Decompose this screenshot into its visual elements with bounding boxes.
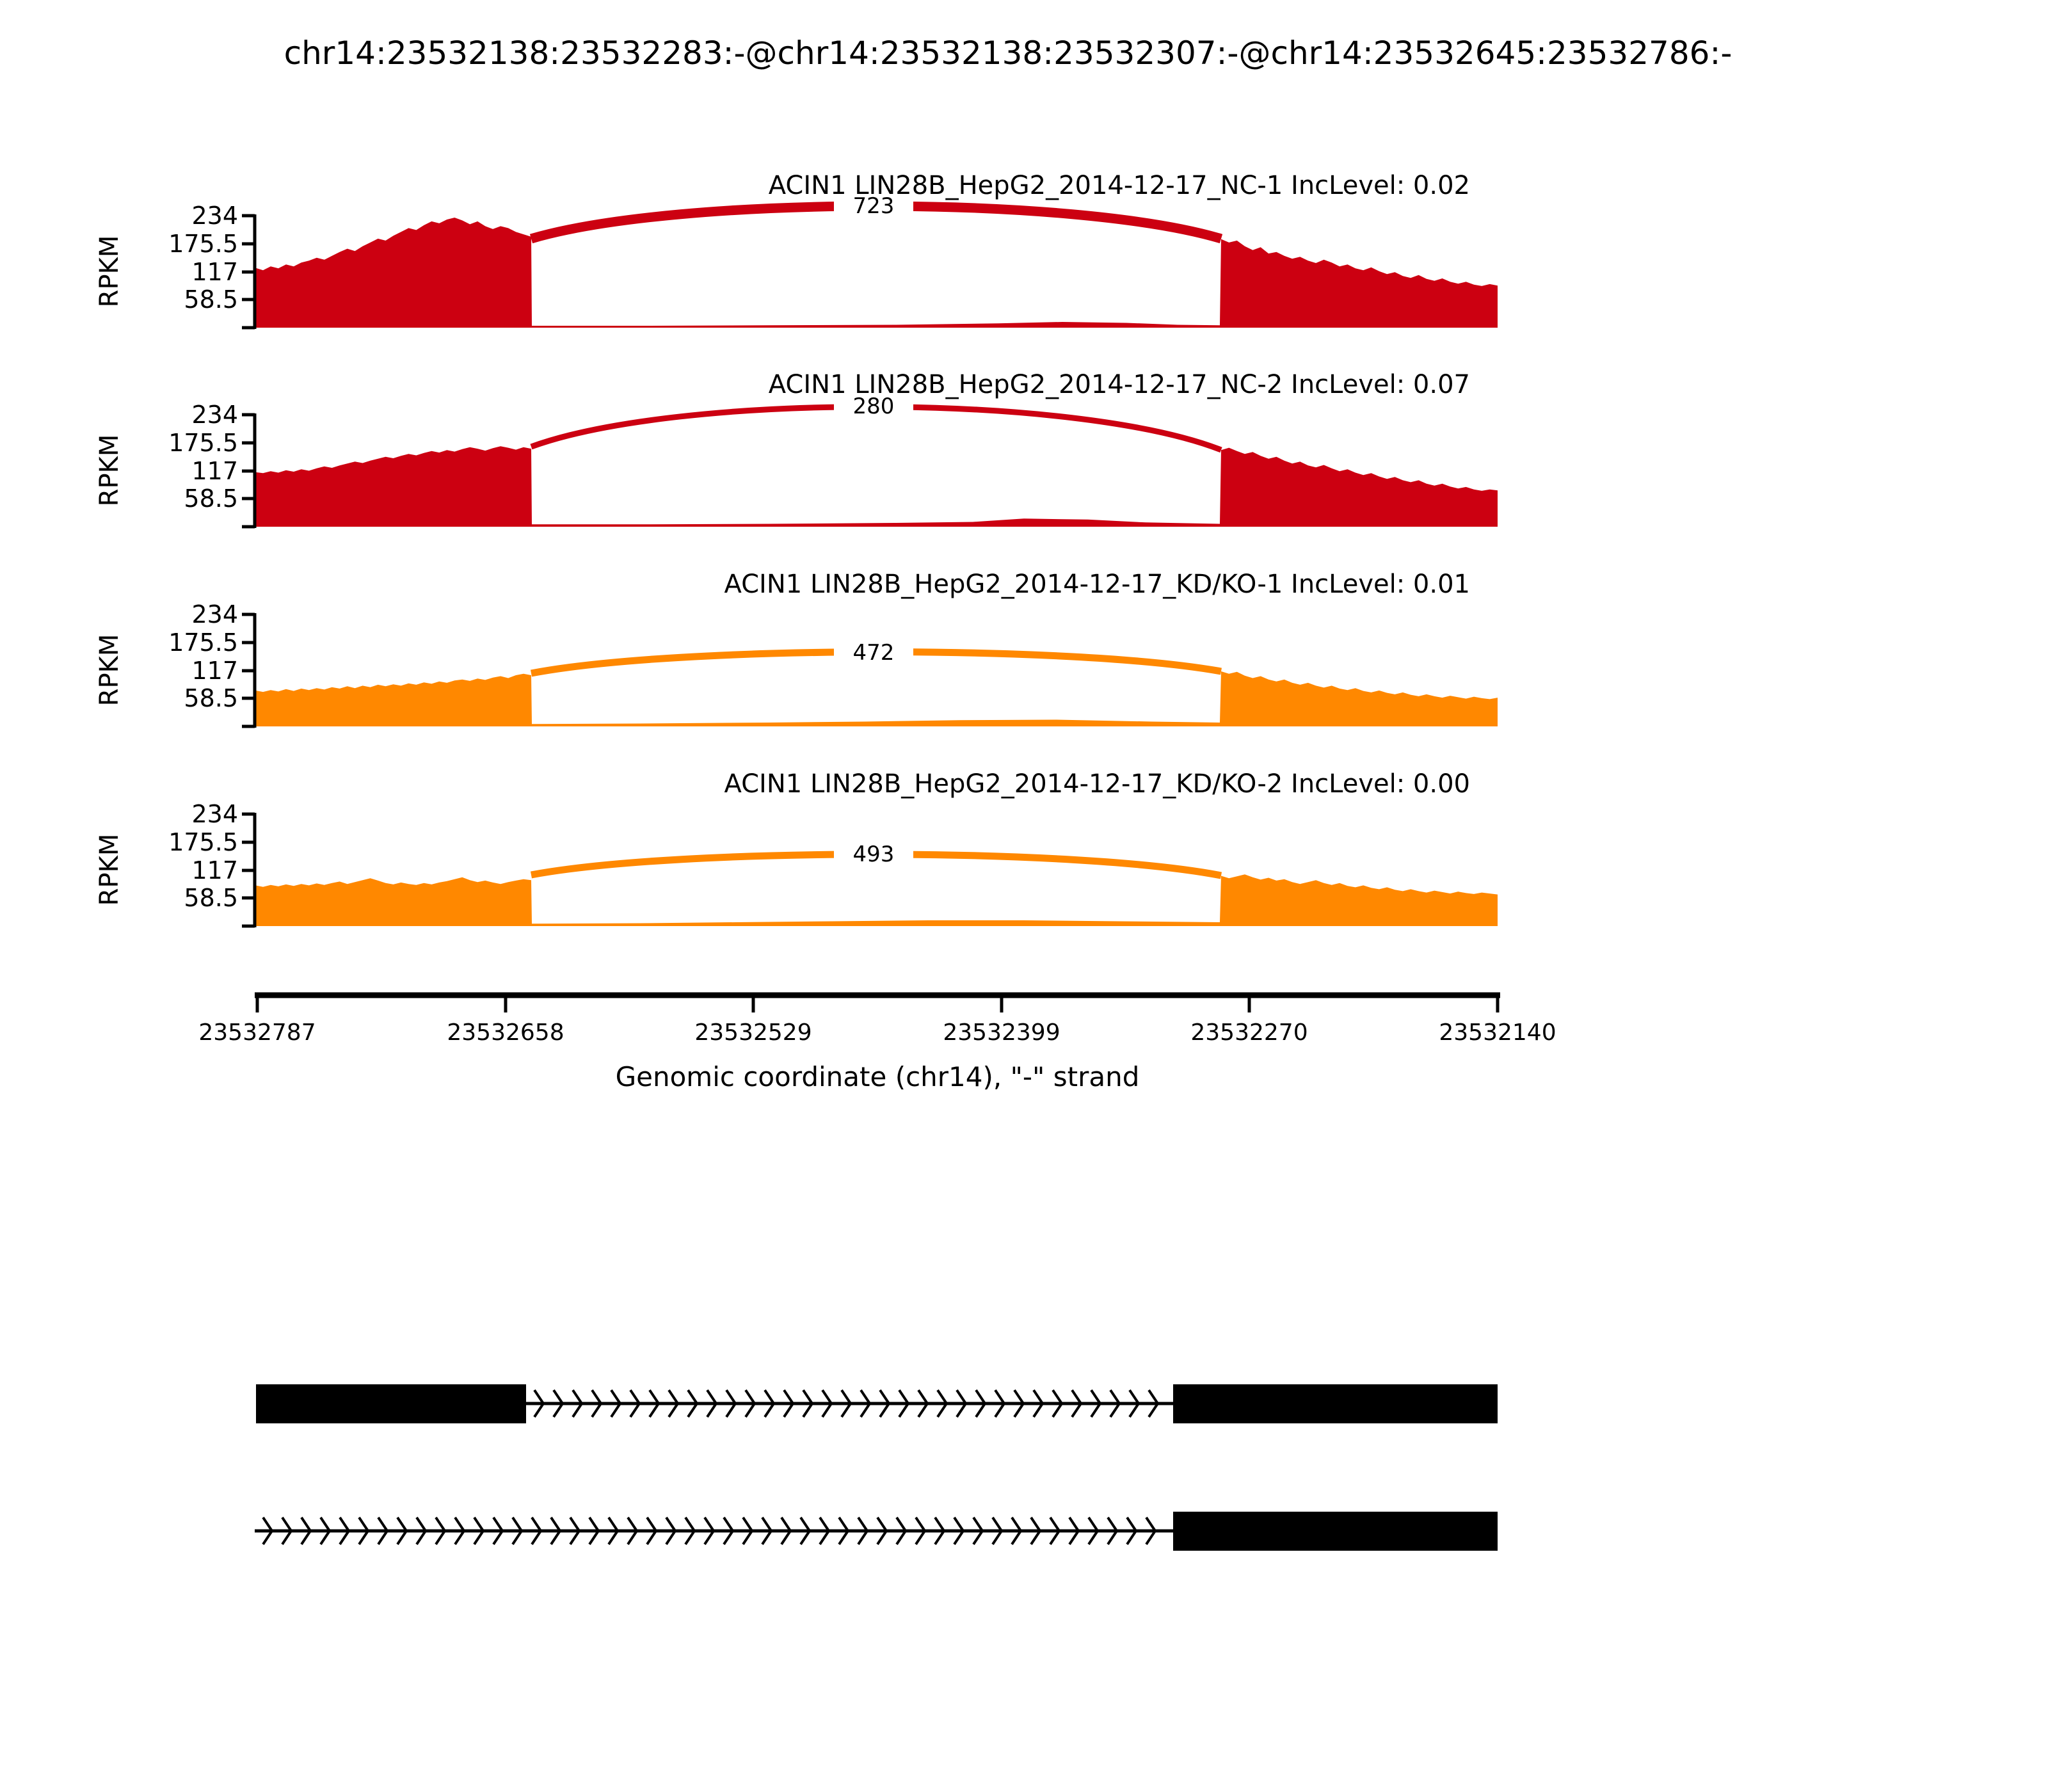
track-title-1: ACIN1 LIN28B_HepG2_2014-12-17_NC-1 IncLevel: 0.02 <box>768 171 1470 200</box>
track-title-3: ACIN1 LIN28B_HepG2_2014-12-17_KD/KO-1 IncLevel: 0.01 <box>724 570 1470 599</box>
y-tick-label: 58.5 <box>184 884 238 912</box>
y-tick-label: 234 <box>191 600 238 628</box>
y-tick-label: 58.5 <box>184 484 238 513</box>
y-tick-label: 58.5 <box>184 285 238 314</box>
gene-model-isoform-1 <box>256 1384 1498 1423</box>
exon-box <box>1173 1384 1498 1423</box>
y-tick-label: 175.5 <box>168 628 238 657</box>
y-tick-label: 175.5 <box>168 828 238 856</box>
junction-count-3: 472 <box>852 640 895 666</box>
y-tick-label: 117 <box>191 258 238 286</box>
coverage-track-1 <box>255 218 1498 328</box>
coverage-track-4 <box>255 874 1498 926</box>
x-axis <box>198 995 1556 1092</box>
x-tick-label: 23532529 <box>694 1020 812 1046</box>
y-tick-label: 234 <box>191 401 238 429</box>
y-tick-label: 175.5 <box>168 230 238 258</box>
y-tick-label: 175.5 <box>168 429 238 457</box>
exon-box <box>256 1384 526 1423</box>
x-tick-label: 23532787 <box>198 1020 316 1046</box>
track-2 <box>95 370 1498 528</box>
y-axis-label-2: RPKM <box>95 434 124 507</box>
y-tick-label: 117 <box>191 856 238 884</box>
y-tick-label: 117 <box>191 657 238 685</box>
x-tick-label: 23532658 <box>447 1020 564 1046</box>
track-4 <box>95 769 1498 927</box>
track-title-4: ACIN1 LIN28B_HepG2_2014-12-17_KD/KO-2 IncLevel: 0.00 <box>724 769 1470 799</box>
figure-title: chr14:23532138:23532283:-@chr14:23532138:23532307:-@chr14:23532645:23532786:- <box>284 35 1732 72</box>
y-axis-label-3: RPKM <box>95 634 124 707</box>
y-tick-label: 58.5 <box>184 684 238 712</box>
track-1 <box>95 171 1498 329</box>
track-title-2: ACIN1 LIN28B_HepG2_2014-12-17_NC-2 IncLevel: 0.07 <box>768 370 1470 399</box>
y-tick-label: 234 <box>191 202 238 230</box>
junction-count-2: 280 <box>852 394 895 419</box>
y-axis-label-4: RPKM <box>95 833 124 906</box>
exon-box <box>1173 1512 1498 1551</box>
x-axis-label: Genomic coordinate (chr14), "-" strand <box>615 1061 1140 1092</box>
junction-count-1: 723 <box>852 193 895 219</box>
x-tick-label: 23532399 <box>943 1020 1060 1046</box>
x-tick-label: 23532270 <box>1190 1020 1308 1046</box>
x-tick-label: 23532140 <box>1439 1020 1556 1046</box>
y-tick-label: 117 <box>191 457 238 485</box>
coverage-track-2 <box>255 446 1498 527</box>
junction-count-4: 493 <box>852 842 895 867</box>
coverage-track-3 <box>255 671 1498 726</box>
y-axis-label-1: RPKM <box>95 235 124 308</box>
track-3 <box>95 570 1498 728</box>
y-tick-label: 234 <box>191 800 238 828</box>
gene-model-isoform-2 <box>255 1512 1498 1551</box>
